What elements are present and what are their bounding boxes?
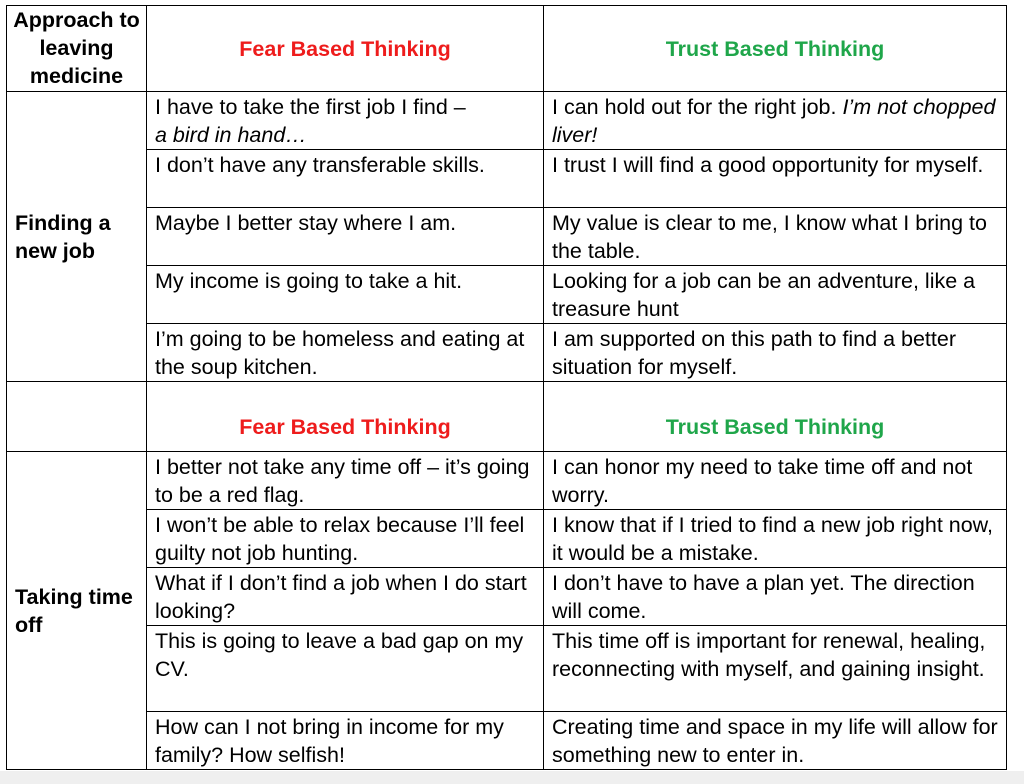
trust-cell: I can honor my need to take time off and not worry. — [544, 452, 1007, 510]
table-row — [7, 568, 1007, 626]
trust-text: I can hold out for the right job. — [552, 95, 837, 119]
fear-cell: I won’t be able to relax because I’ll feel guilty not job hunting. — [147, 510, 544, 568]
fear-cell: What if I don’t find a job when I do start looking? — [147, 568, 544, 626]
table-row — [7, 510, 1007, 568]
fear-cell — [147, 92, 544, 150]
trust-cell — [544, 92, 1007, 150]
table-row — [7, 626, 1007, 712]
trust-cell: My value is clear to me, I know what I bring to the table. — [544, 208, 1007, 266]
trust-cell: I don’t have to have a plan yet. The direction will come. — [544, 568, 1007, 626]
trust-heading-2: Trust Based Thinking — [544, 382, 1007, 452]
table-row — [7, 324, 1007, 382]
fear-cell: How can I not bring in income for my family? How selfish! — [147, 712, 544, 770]
table-row — [7, 712, 1007, 770]
trust-cell: This time off is important for renewal, healing, reconnecting with myself, and gaining insight. — [544, 626, 1007, 712]
fear-text: I have to take the first job I find – — [155, 95, 466, 119]
bottom-strip — [0, 771, 1024, 784]
table-row — [7, 266, 1007, 324]
fear-cell: I better not take any time off – it’s going to be a red flag. — [147, 452, 544, 510]
empty-cell — [7, 382, 147, 452]
fear-cell: Maybe I better stay where I am. — [147, 208, 544, 266]
table-row — [7, 92, 1007, 150]
section-heading-row — [7, 382, 1007, 452]
trust-cell: Looking for a job can be an adventure, like a treasure hunt — [544, 266, 1007, 324]
fear-cell: I don’t have any transferable skills. — [147, 150, 544, 208]
fear-cell: I’m going to be homeless and eating at the soup kitchen. — [147, 324, 544, 382]
trust-cell: I am supported on this path to find a better situation for myself. — [544, 324, 1007, 382]
table-row — [7, 452, 1007, 510]
thinking-comparison-table — [6, 5, 1007, 770]
approach-header: Approach to leaving medicine — [7, 6, 147, 92]
table-row — [7, 150, 1007, 208]
fear-cell: This is going to leave a bad gap on my CV. — [147, 626, 544, 712]
trust-cell: I know that if I tried to find a new job right now, it would be a mistake. — [544, 510, 1007, 568]
fear-heading: Fear Based Thinking — [147, 6, 544, 92]
header-row — [7, 6, 1007, 92]
fear-cell: My income is going to take a hit. — [147, 266, 544, 324]
trust-heading: Trust Based Thinking — [544, 6, 1007, 92]
section-label-taking-time-off: Taking time off — [7, 452, 147, 770]
section-label-finding-job: Finding a new job — [7, 92, 147, 382]
trust-cell: Creating time and space in my life will allow for something new to enter in. — [544, 712, 1007, 770]
table-row — [7, 208, 1007, 266]
trust-cell: I trust I will find a good opportunity for myself. — [544, 150, 1007, 208]
trust-text-emphasis: I’m not chopped liver! — [552, 95, 996, 147]
fear-text-emphasis: a bird in hand… — [155, 123, 307, 147]
fear-heading-2: Fear Based Thinking — [147, 382, 544, 452]
